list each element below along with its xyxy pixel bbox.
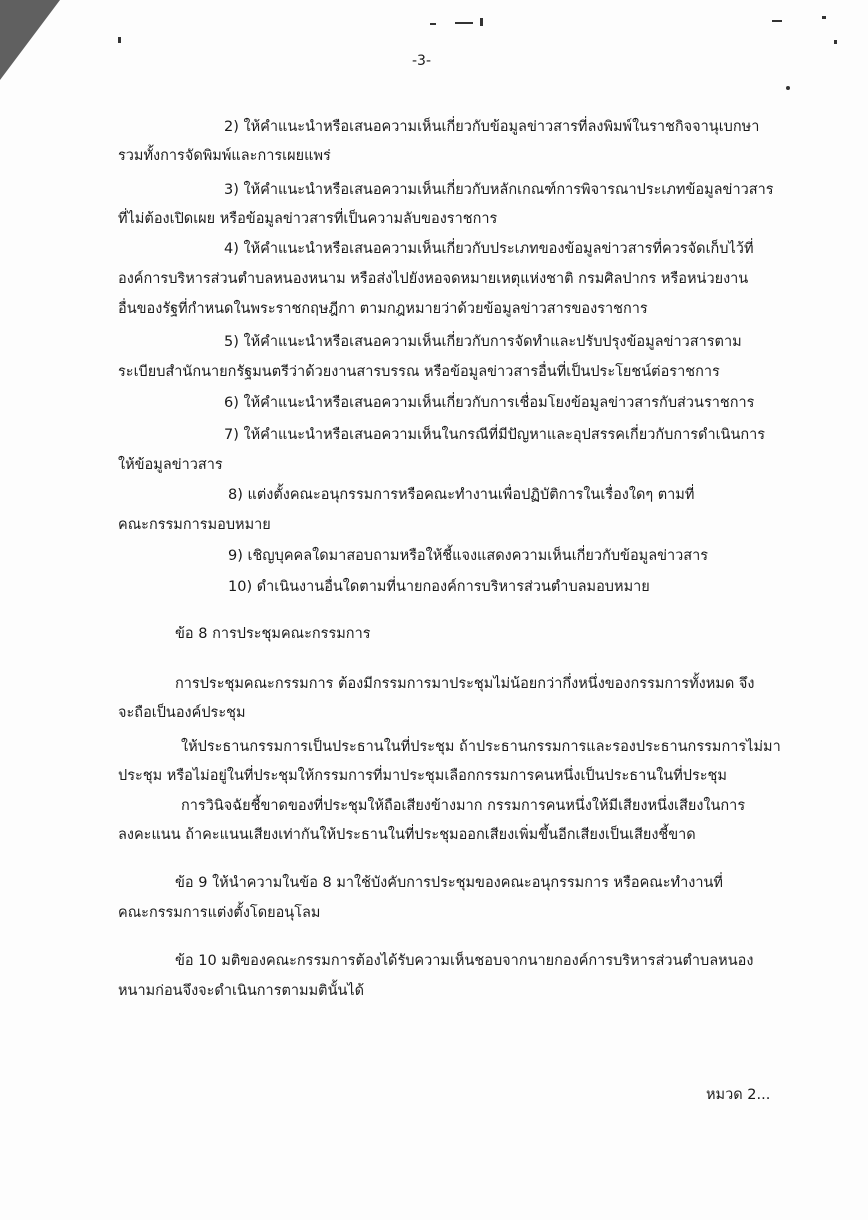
text-line: จะถือเป็นองค์ประชุม <box>118 705 246 721</box>
scan-speck <box>480 18 483 26</box>
scan-speck <box>430 23 436 25</box>
page-number: -3- <box>412 53 432 69</box>
text-line: ระเบียบสำนักนายกรัฐมนตรีว่าด้วยงานสารบรรณ หรือข้อมูลข่าวสารอื่นที่เป็นประโยชน์ต่อราชการ <box>118 364 720 380</box>
text-line: ประชุม หรือไม่อยู่ในที่ประชุมให้กรรมการที่มาประชุมเลือกกรรมการคนหนึ่งเป็นประธานในที่ประชุม <box>118 768 727 784</box>
text-line: ข้อ 8 การประชุมคณะกรรมการ <box>175 626 371 642</box>
scan-speck <box>786 86 790 90</box>
scan-speck <box>455 22 473 24</box>
text-line: ข้อ 9 ให้นำความในข้อ 8 มาใช้บังคับการประชุมของคณะอนุกรรมการ หรือคณะทำงานที่ <box>175 875 723 891</box>
scan-corner-shadow <box>0 0 60 80</box>
text-line: 10) ดำเนินงานอื่นใดตามที่นายกองค์การบริหารส่วนตำบลมอบหมาย <box>228 579 650 595</box>
text-line: การวินิจฉัยชี้ขาดของที่ประชุมให้ถือเสียงข้างมาก กรรมการคนหนึ่งให้มีเสียงหนึ่งเสียงในการ <box>181 798 746 814</box>
text-line: ข้อ 10 มติของคณะกรรมการต้องได้รับความเห็นชอบจากนายกองค์การบริหารส่วนตำบลหนอง <box>175 953 754 969</box>
text-line: 2) ให้คำแนะนำหรือเสนอความเห็นเกี่ยวกับข้อมูลข่าวสารที่ลงพิมพ์ในราชกิจจานุเบกษา <box>224 119 760 135</box>
text-line: คณะกรรมการแต่งตั้งโดยอนุโลม <box>118 905 321 921</box>
text-line: รวมทั้งการจัดพิมพ์และการเผยแพร่ <box>118 148 331 164</box>
scan-speck <box>822 16 826 19</box>
text-line: ที่ไม่ต้องเปิดเผย หรือข้อมูลข่าวสารที่เป็นความลับของราชการ <box>118 211 498 227</box>
text-line: 4) ให้คำแนะนำหรือเสนอความเห็นเกี่ยวกับประเภทของข้อมูลข่าวสารที่ควรจัดเก็บไว้ที่ <box>224 241 754 257</box>
text-line: ลงคะแนน ถ้าคะแนนเสียงเท่ากันให้ประธานในที่ประชุมออกเสียงเพิ่มขึ้นอีกเสียงเป็นเสียงชี้ขาด <box>118 827 696 843</box>
text-line: 3) ให้คำแนะนำหรือเสนอความเห็นเกี่ยวกับหลักเกณฑ์การพิจารณาประเภทข้อมูลข่าวสาร <box>224 182 774 198</box>
text-line: การประชุมคณะกรรมการ ต้องมีกรรมการมาประชุมไม่น้อยกว่ากึ่งหนึ่งของกรรมการทั้งหมด จึง <box>175 676 755 692</box>
text-line: องค์การบริหารส่วนตำบลหนองหนาม หรือส่งไปยังหอจดหมายเหตุแห่งชาติ กรมศิลปากร หรือหน่วยงาน <box>118 271 749 287</box>
text-line: ให้ข้อมูลข่าวสาร <box>118 457 223 473</box>
text-line: ให้ประธานกรรมการเป็นประธานในที่ประชุม ถ้าประธานกรรมการและรองประธานกรรมการไม่มา <box>181 739 781 755</box>
text-line: 8) แต่งตั้งคณะอนุกรรมการหรือคณะทำงานเพื่อปฏิบัติการในเรื่องใดๆ ตามที่ <box>228 487 695 503</box>
text-line: 5) ให้คำแนะนำหรือเสนอความเห็นเกี่ยวกับการจัดทำและปรับปรุงข้อมูลข่าวสารตาม <box>224 334 742 350</box>
text-line: 9) เชิญบุคคลใดมาสอบถามหรือให้ชี้แจงแสดงความเห็นเกี่ยวกับข้อมูลข่าวสาร <box>228 548 709 564</box>
text-line: อื่นของรัฐที่กำหนดในพระราชกฤษฎีกา ตามกฎหมายว่าด้วยข้อมูลข่าวสารของราชการ <box>118 301 648 317</box>
text-line: หนามก่อนจึงจะดำเนินการตามมตินั้นได้ <box>118 983 365 999</box>
scan-speck <box>834 40 837 44</box>
text-line: 7) ให้คำแนะนำหรือเสนอความเห็นในกรณีที่มีปัญหาและอุปสรรคเกี่ยวกับการดำเนินการ <box>224 427 766 443</box>
text-line: คณะกรรมการมอบหมาย <box>118 517 271 533</box>
scan-speck <box>118 37 121 43</box>
footer-continuation: หมวด 2... <box>706 1087 771 1103</box>
text-line: 6) ให้คำแนะนำหรือเสนอความเห็นเกี่ยวกับการเชื่อมโยงข้อมูลข่าวสารกับส่วนราชการ <box>224 395 755 411</box>
scan-speck <box>772 20 782 22</box>
